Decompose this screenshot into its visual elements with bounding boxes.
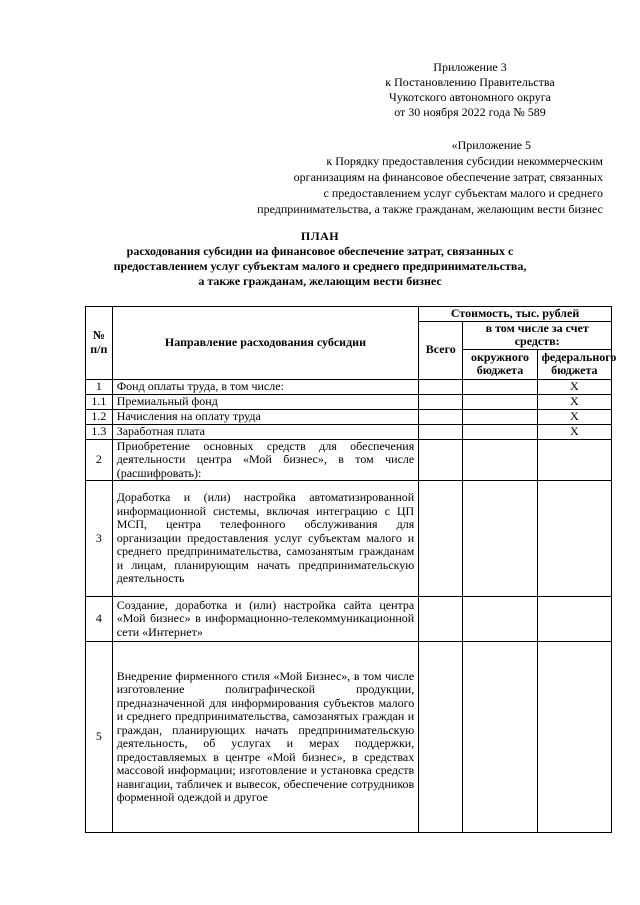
table-row [86, 424, 612, 439]
row-total [419, 394, 463, 409]
row-regional [463, 481, 537, 597]
row-direction: Премиальный фонд [112, 394, 419, 409]
row-total [419, 439, 463, 481]
row-direction: Начисления на оплату труда [112, 409, 419, 424]
row-direction: Доработка и (или) настройка автоматизированной информационной системы, включая интеграцию с ЦП МСП, центра телефонного обслуживания для организации предоставления услуг субъектам малого и среднего предпринимательства, самозанятым гражданам и лицам, планирующим начать предпринимательскую деятельность [112, 481, 419, 597]
row-num: 5 [86, 642, 113, 833]
row-num: 3 [86, 481, 113, 597]
row-federal: X [537, 409, 611, 424]
row-regional [463, 394, 537, 409]
appendix-line: Приложение 3 [433, 60, 507, 74]
header-total: Всего [419, 321, 463, 379]
row-regional [463, 379, 537, 394]
row-direction: Заработная плата [112, 424, 419, 439]
row-regional [463, 642, 537, 833]
inner-appendix-header [200, 137, 603, 217]
table-row [86, 481, 612, 597]
header-cost: Стоимость, тыс. рублей [419, 307, 612, 322]
header-including: в том числе за счет средств: [463, 321, 612, 349]
header-federal: федерального бюджета [537, 349, 611, 379]
appendix-line: к Постановлению Правительства [385, 75, 555, 89]
title-line: расходования субсидии на финансовое обеспечение затрат, связанных с [126, 244, 514, 258]
inner-appendix-line: к Порядку предоставления субсидии некоммерческим [326, 154, 603, 168]
appendix-header [370, 60, 570, 120]
table-row [86, 409, 612, 424]
inner-appendix-line: «Приложение 5 [451, 138, 531, 152]
row-direction: Внедрение фирменного стиля «Мой Бизнес», в том числе изготовление полиграфической продукции, предназначенной для информирования субъектов малого и среднего предпринимательства, самозанятых граждан и граждан, планирующих начать предпринимательскую деятельность, об услугах и мерах поддержки, предоставляемых в центре «Мой бизнес», в средствах массовой информации; изготовление и установка средств навигации, табличек и вывесок, обеспечение сотрудников форменной одеждой и другое [112, 642, 419, 833]
table-row [86, 394, 612, 409]
document-title [100, 229, 540, 289]
row-regional [463, 409, 537, 424]
row-federal: X [537, 424, 611, 439]
row-total [419, 424, 463, 439]
table-row [86, 597, 612, 642]
row-direction: Создание, доработка и (или) настройка сайта центра «Мой бизнес» в информационно-телекоммуникационной сети «Интернет» [112, 597, 419, 642]
row-num: 4 [86, 597, 113, 642]
header-num: № п/п [86, 307, 113, 380]
inner-appendix-line: предпринимательства, а также гражданам, желающим вести бизнес [257, 202, 603, 216]
expense-plan-table [85, 306, 617, 833]
appendix-line: Чукотского автономного округа [389, 90, 551, 104]
row-num: 1.1 [86, 394, 113, 409]
title-plan: ПЛАН [300, 229, 340, 243]
row-total [419, 481, 463, 597]
row-federal [537, 439, 611, 481]
table-row [86, 379, 612, 394]
row-num: 1.3 [86, 424, 113, 439]
row-total [419, 597, 463, 642]
row-federal: X [537, 379, 611, 394]
appendix-line: от 30 ноября 2022 года № 589 [394, 105, 546, 119]
row-total [419, 409, 463, 424]
row-num: 2 [86, 439, 113, 481]
title-line: а также гражданам, желающим вести бизнес [198, 274, 442, 288]
header-direction: Направление расходования субсидии [112, 307, 419, 380]
row-num: 1 [86, 379, 113, 394]
row-federal: X [537, 394, 611, 409]
row-num: 1.2 [86, 409, 113, 424]
title-line: предоставлением услуг субъектам малого и среднего предпринимательства, [113, 259, 527, 273]
row-direction: Приобретение основных средств для обеспечения деятельности центра «Мой бизнес», в том числе (расшифровать): [112, 439, 419, 481]
header-regional: окружного бюджета [463, 349, 537, 379]
table-row [86, 439, 612, 481]
table-row [86, 642, 612, 833]
row-regional [463, 424, 537, 439]
inner-appendix-line: с предоставлением услуг субъектам малого и среднего [323, 186, 603, 200]
row-total [419, 379, 463, 394]
row-federal [537, 642, 611, 833]
row-federal [537, 481, 611, 597]
row-total [419, 642, 463, 833]
row-regional [463, 439, 537, 481]
row-direction: Фонд оплаты труда, в том числе: [112, 379, 419, 394]
row-federal [537, 597, 611, 642]
inner-appendix-line: организациям на финансовое обеспечение затрат, связанных [293, 170, 603, 184]
row-regional [463, 597, 537, 642]
